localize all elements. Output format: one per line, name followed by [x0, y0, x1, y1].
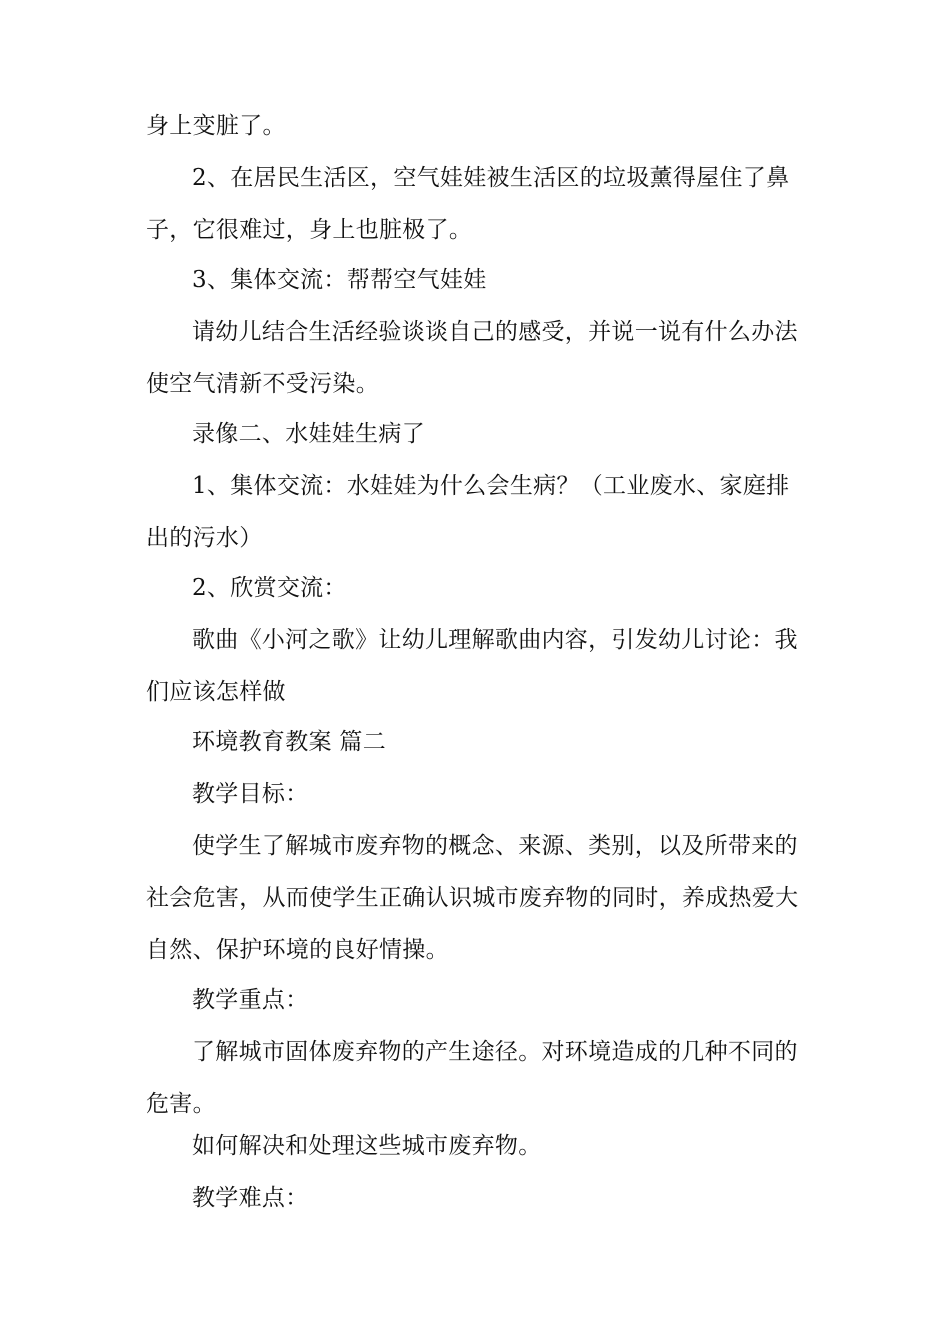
teaching-focus-heading — [146, 974, 808, 1026]
paragraph-2 — [146, 152, 808, 256]
teaching-difficulty-heading — [146, 1172, 808, 1224]
text-line: 们应该怎样做 — [146, 679, 286, 705]
paragraph-focus — [146, 1026, 808, 1130]
section-heading — [146, 716, 808, 768]
text-line: 使学生了解城市废弃物的概念、来源、类别，以及所带来的 — [192, 833, 798, 859]
paragraph-7 — [146, 562, 808, 614]
paragraph-8 — [146, 614, 808, 718]
text-line: 录像二、水娃娃生病了 — [192, 421, 425, 447]
paragraph-6 — [146, 460, 808, 564]
text-line: 出的污水） — [146, 525, 263, 551]
text-line: 使空气清新不受污染。 — [146, 371, 379, 397]
text-line: 请幼儿结合生活经验谈谈自己的感受，并说一说有什么办法 — [192, 319, 798, 345]
text-line: 歌曲《小河之歌》让幼儿理解歌曲内容，引发幼儿讨论：我 — [192, 627, 798, 653]
paragraph-5 — [146, 408, 808, 460]
paragraph-4 — [146, 306, 808, 410]
teaching-goal-heading — [146, 768, 808, 820]
text-line: 教学重点： — [192, 987, 309, 1013]
text-line: 3、集体交流：帮帮空气娃娃 — [192, 267, 487, 293]
text-line: 社会危害，从而使学生正确认识城市废弃物的同时，养成热爱大 — [146, 885, 799, 911]
paragraph-3 — [146, 254, 808, 306]
paragraph-solution — [146, 1120, 808, 1172]
text-line: 教学目标： — [192, 781, 309, 807]
text-line: 2、欣赏交流： — [192, 575, 347, 601]
text-line: 环境教育教案 篇二 — [192, 729, 387, 755]
text-line: 如何解决和处理这些城市废弃物。 — [192, 1133, 542, 1159]
paragraph-goal — [146, 820, 808, 976]
text-line: 教学难点： — [192, 1185, 309, 1211]
text-line: 危害。 — [146, 1091, 216, 1117]
text-line: 子，它很难过，身上也脏极了。 — [146, 217, 473, 243]
text-line: 自然、保护环境的良好情操。 — [146, 937, 449, 963]
text-line: 了解城市固体废弃物的产生途径。对环境造成的几种不同的 — [192, 1039, 798, 1065]
text-line: 2、在居民生活区，空气娃娃被生活区的垃圾薰得屋住了鼻 — [192, 165, 790, 191]
text-line: 身上变脏了。 — [146, 113, 286, 139]
text-line: 1、集体交流：水娃娃为什么会生病？（工业废水、家庭排 — [192, 473, 790, 499]
paragraph-1 — [146, 100, 808, 152]
